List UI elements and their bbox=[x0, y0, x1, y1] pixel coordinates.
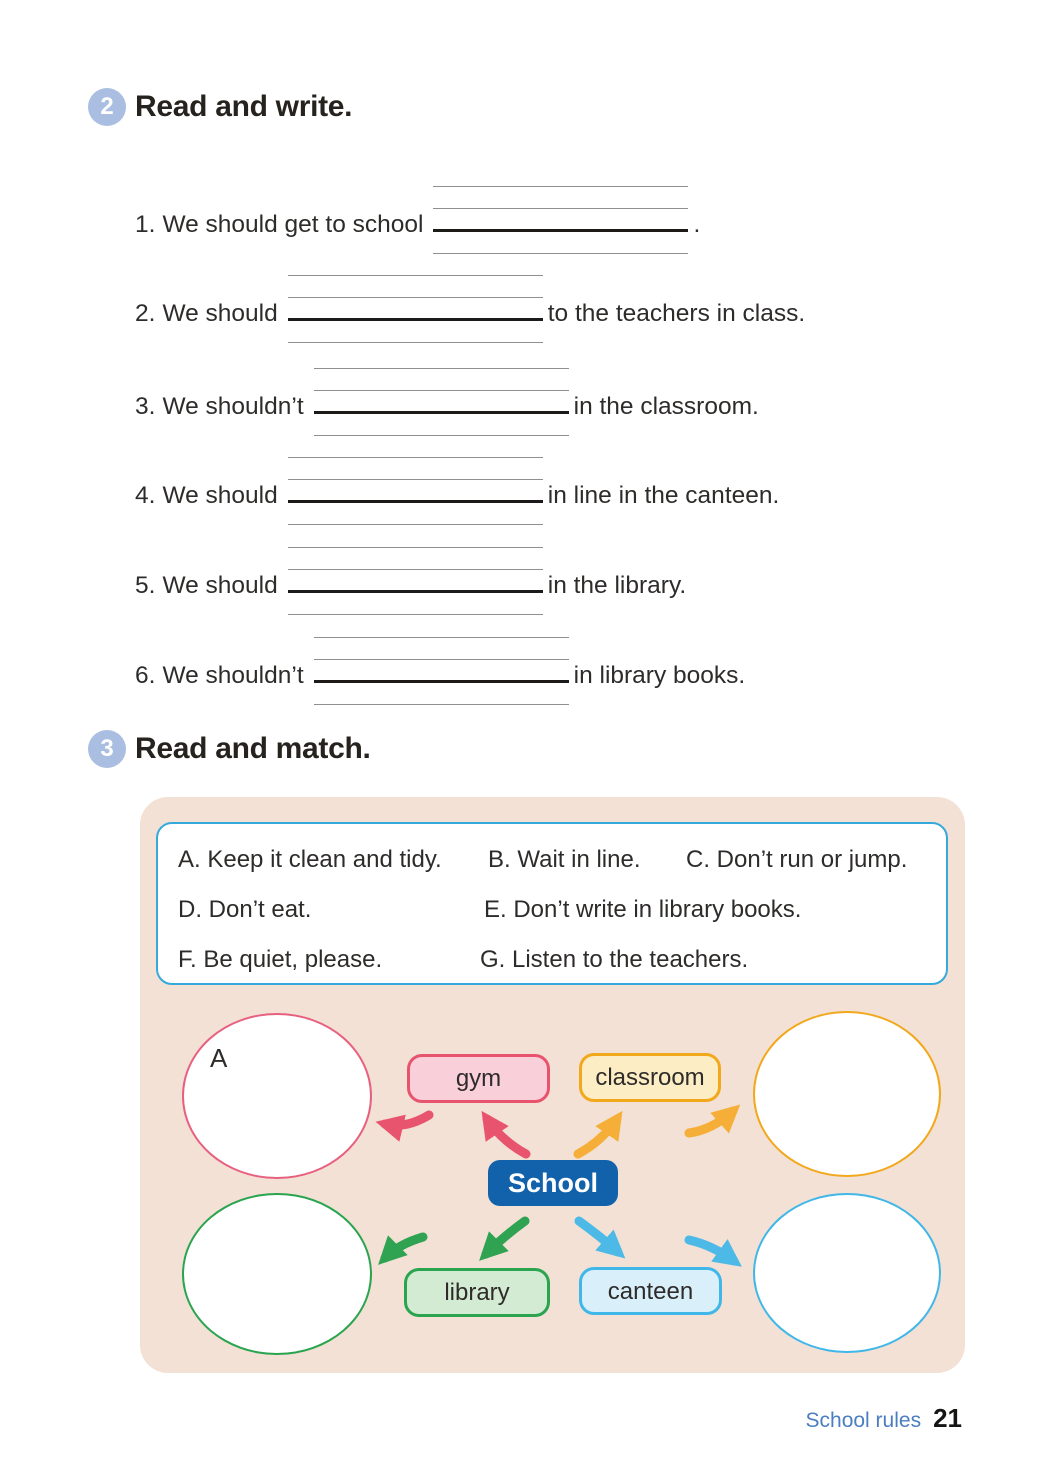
answer-blank-2[interactable] bbox=[288, 275, 543, 321]
arrow-library-to-circle bbox=[385, 1237, 423, 1258]
sentence-5 bbox=[135, 547, 686, 601]
sentence-5-before: We should bbox=[162, 572, 278, 599]
match-options-box bbox=[156, 822, 948, 985]
page-footer bbox=[806, 1403, 962, 1434]
sentence-1-number: 1. bbox=[135, 211, 156, 238]
node-canteen: canteen bbox=[579, 1267, 722, 1315]
sentence-2-after: to the teachers in class. bbox=[547, 300, 806, 327]
sentence-6 bbox=[135, 637, 745, 691]
exercise3-number-badge: 3 bbox=[88, 730, 126, 768]
match-option-e: E. Don’t write in library books. bbox=[484, 896, 802, 923]
prefilled-answer-letter: A bbox=[210, 1043, 228, 1073]
answer-circle-classroom[interactable] bbox=[753, 1011, 941, 1177]
sentence-3-after: in the classroom. bbox=[573, 393, 759, 420]
sentence-1 bbox=[135, 186, 700, 240]
node-classroom: classroom bbox=[579, 1053, 721, 1102]
answer-blank-6[interactable] bbox=[314, 637, 569, 683]
sentence-3-number: 3. bbox=[135, 393, 156, 420]
sentence-1-before: We should get to school bbox=[162, 211, 424, 238]
sentence-2-before: We should bbox=[162, 300, 278, 327]
arrow-school-to-gym bbox=[487, 1119, 526, 1154]
arrow-school-to-canteen bbox=[579, 1221, 618, 1252]
sentence-4-after: in line in the canteen. bbox=[547, 482, 780, 509]
sentence-2 bbox=[135, 275, 805, 329]
node-library: library bbox=[404, 1268, 550, 1317]
sentence-6-before: We shouldn’t bbox=[162, 662, 304, 689]
sentence-3-before: We shouldn’t bbox=[162, 393, 304, 420]
footer-section-title: School rules bbox=[805, 1409, 922, 1432]
arrow-school-to-classroom bbox=[578, 1119, 617, 1154]
match-activity-panel bbox=[140, 797, 965, 1373]
node-gym: gym bbox=[407, 1054, 550, 1103]
answer-blank-4[interactable] bbox=[288, 457, 543, 503]
footer-page-number: 21 bbox=[933, 1403, 962, 1433]
sentence-4-number: 4. bbox=[135, 482, 156, 509]
answer-circle-library[interactable] bbox=[182, 1193, 372, 1355]
match-option-g: G. Listen to the teachers. bbox=[480, 946, 749, 973]
answer-blank-3[interactable] bbox=[314, 368, 569, 414]
match-option-f: F. Be quiet, please. bbox=[178, 946, 383, 973]
sentence-6-after: in library books. bbox=[573, 662, 746, 689]
sentence-4-before: We should bbox=[162, 482, 278, 509]
arrow-gym-to-circle bbox=[385, 1115, 429, 1125]
sentence-3 bbox=[135, 368, 759, 422]
sentence-2-number: 2. bbox=[135, 300, 156, 327]
exercise2-number-badge: 2 bbox=[88, 88, 126, 126]
exercise2-title: Read and write. bbox=[135, 90, 353, 123]
match-option-a: A. Keep it clean and tidy. bbox=[178, 846, 442, 873]
match-option-d: D. Don’t eat. bbox=[178, 896, 312, 923]
sentence-5-after: in the library. bbox=[547, 572, 687, 599]
answer-circle-canteen[interactable] bbox=[753, 1193, 941, 1353]
arrow-canteen-to-circle bbox=[689, 1240, 734, 1261]
match-option-b: B. Wait in line. bbox=[488, 846, 641, 873]
sentence-5-number: 5. bbox=[135, 572, 156, 599]
answer-blank-1[interactable] bbox=[433, 186, 688, 232]
match-option-c: C. Don’t run or jump. bbox=[686, 846, 908, 873]
answer-blank-5[interactable] bbox=[288, 547, 543, 593]
node-school: School bbox=[488, 1160, 618, 1206]
arrow-classroom-to-circle bbox=[689, 1111, 733, 1133]
answer-circle-gym[interactable] bbox=[182, 1013, 372, 1179]
sentence-1-after: . bbox=[693, 211, 701, 238]
exercise3-title: Read and match. bbox=[135, 732, 371, 765]
sentence-4 bbox=[135, 457, 779, 511]
sentence-6-number: 6. bbox=[135, 662, 156, 689]
arrow-school-to-library bbox=[486, 1221, 525, 1254]
